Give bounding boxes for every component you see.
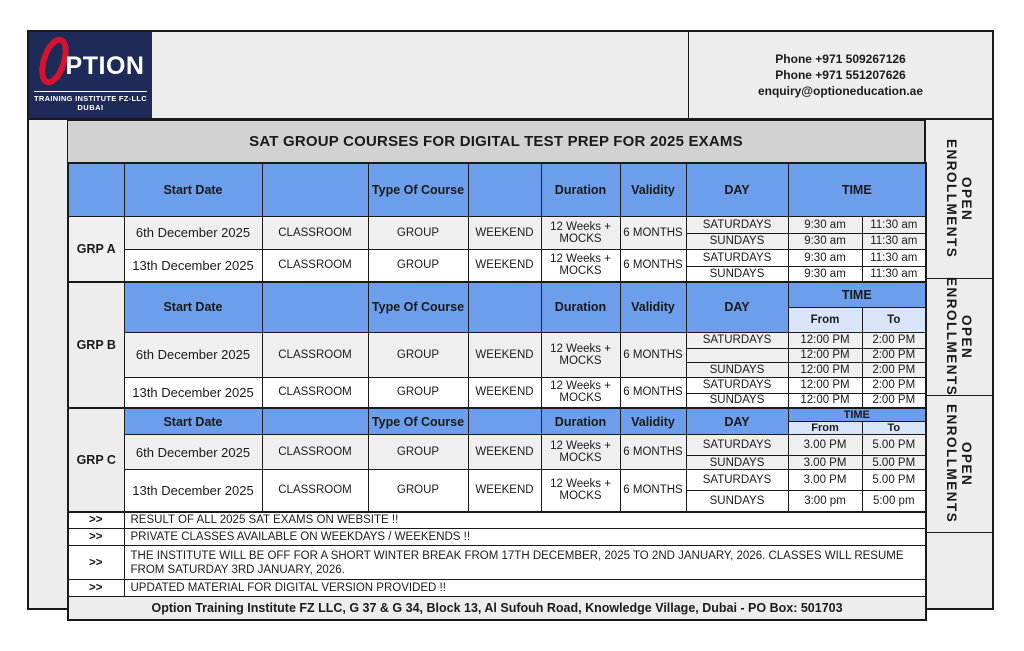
note-text: PRIVATE CLASSES AVAILABLE ON WEEKDAYS / WEEKENDS !! xyxy=(124,529,926,546)
col-from: From xyxy=(788,307,862,332)
time-to-cell: 2:00 PM xyxy=(862,377,926,393)
time-from-cell: 9:30 am xyxy=(788,233,862,249)
time-to-cell: 11:30 am xyxy=(862,233,926,249)
col-day: DAY xyxy=(686,282,788,332)
col-validity: Validity xyxy=(620,408,686,435)
contact-info xyxy=(688,32,992,118)
time-to-cell: 2:00 PM xyxy=(862,362,926,377)
note-text: UPDATED MATERIAL FOR DIGITAL VERSION PROVIDED !! xyxy=(124,580,926,597)
group-label: GRP C xyxy=(68,408,124,512)
col-duration: Duration xyxy=(541,282,620,332)
table-row xyxy=(68,377,926,393)
mode-cell: CLASSROOM xyxy=(262,249,368,282)
header-spacer xyxy=(262,408,368,435)
duration-cell: 12 Weeks + MOCKS xyxy=(541,377,620,408)
day-cell xyxy=(686,348,788,362)
time-to-cell: 11:30 am xyxy=(862,249,926,266)
note-row xyxy=(68,512,926,529)
validity-cell: 6 MONTHS xyxy=(620,216,686,249)
validity-cell: 6 MONTHS xyxy=(620,377,686,408)
header-spacer xyxy=(468,163,541,216)
col-validity: Validity xyxy=(620,282,686,332)
start-date-cell: 6th December 2025 xyxy=(124,332,262,377)
brand-city: DUBAI xyxy=(77,102,104,112)
schedule-cell: WEEKEND xyxy=(468,435,541,470)
time-from-cell: 12:00 PM xyxy=(788,377,862,393)
time-from-cell: 12:00 PM xyxy=(788,332,862,348)
col-type-of-course: Type Of Course xyxy=(368,408,468,435)
note-row xyxy=(68,580,926,597)
note-bullet: >> xyxy=(68,580,124,597)
table-row xyxy=(68,435,926,456)
day-cell: SATURDAYS xyxy=(686,377,788,393)
schedule-cell: WEEKEND xyxy=(468,332,541,377)
course-type-cell: GROUP xyxy=(368,249,468,282)
col-start-date: Start Date xyxy=(124,163,262,216)
time-from-cell: 3.00 PM xyxy=(788,470,862,491)
col-day: DAY xyxy=(686,408,788,435)
start-date-cell: 13th December 2025 xyxy=(124,377,262,408)
col-time: TIME xyxy=(788,163,926,216)
validity-cell: 6 MONTHS xyxy=(620,332,686,377)
group-label: GRP A xyxy=(68,216,124,282)
mode-cell: CLASSROOM xyxy=(262,332,368,377)
brand-name: PTION xyxy=(65,52,145,80)
grp-b-header-row xyxy=(68,282,926,307)
header-spacer xyxy=(68,163,124,216)
time-to-cell: 11:30 am xyxy=(862,216,926,233)
footer-row xyxy=(68,597,926,620)
time-from-cell: 3.00 PM xyxy=(788,456,862,470)
start-date-cell: 13th December 2025 xyxy=(124,249,262,282)
header-band xyxy=(29,32,992,120)
enrollments-spacer xyxy=(926,533,992,621)
note-row xyxy=(68,546,926,580)
col-duration: Duration xyxy=(541,163,620,216)
brand-subtitle: TRAINING INSTITUTE FZ-LLC xyxy=(34,91,147,103)
time-to-cell: 2:00 PM xyxy=(862,393,926,408)
duration-cell: 12 Weeks + MOCKS xyxy=(541,332,620,377)
mode-cell: CLASSROOM xyxy=(262,435,368,470)
col-to: To xyxy=(862,422,926,435)
time-to-cell: 5:00 pm xyxy=(862,491,926,512)
col-from: From xyxy=(788,422,862,435)
course-type-cell: GROUP xyxy=(368,435,468,470)
enrollments-open-badge: ENROLLMENTS OPEN xyxy=(926,279,992,396)
enrollments-column xyxy=(925,120,992,621)
col-start-date: Start Date xyxy=(124,282,262,332)
day-cell: SATURDAYS xyxy=(686,216,788,233)
day-cell: SUNDAYS xyxy=(686,362,788,377)
time-to-cell: 5.00 PM xyxy=(862,456,926,470)
time-from-cell: 12:00 PM xyxy=(788,362,862,377)
col-duration: Duration xyxy=(541,408,620,435)
validity-cell: 6 MONTHS xyxy=(620,470,686,512)
table-row xyxy=(68,249,926,266)
start-date-cell: 6th December 2025 xyxy=(124,216,262,249)
col-start-date: Start Date xyxy=(124,408,262,435)
duration-cell: 12 Weeks + MOCKS xyxy=(541,470,620,512)
col-validity: Validity xyxy=(620,163,686,216)
logo xyxy=(29,32,152,118)
contact-phone-2: Phone +971 551207626 xyxy=(775,68,906,82)
schedule-cell: WEEKEND xyxy=(468,216,541,249)
course-table xyxy=(67,162,927,621)
start-date-cell: 13th December 2025 xyxy=(124,470,262,512)
day-cell: SATURDAYS xyxy=(686,332,788,348)
note-text: RESULT OF ALL 2025 SAT EXAMS ON WEBSITE !! xyxy=(124,512,926,529)
col-type-of-course: Type Of Course xyxy=(368,282,468,332)
duration-cell: 12 Weeks + MOCKS xyxy=(541,249,620,282)
col-time: TIME xyxy=(788,408,926,422)
time-from-cell: 9:30 am xyxy=(788,216,862,233)
contact-phone-1: Phone +971 509267126 xyxy=(775,52,906,66)
table-row xyxy=(68,216,926,233)
col-day: DAY xyxy=(686,163,788,216)
course-type-cell: GROUP xyxy=(368,470,468,512)
time-to-cell: 5.00 PM xyxy=(862,470,926,491)
grp-a-header-row xyxy=(68,163,926,216)
duration-cell: 12 Weeks + MOCKS xyxy=(541,435,620,470)
time-from-cell: 3.00 PM xyxy=(788,435,862,456)
header-spacer xyxy=(468,408,541,435)
day-cell: SUNDAYS xyxy=(686,393,788,408)
enrollments-open-badge: ENROLLMENTS OPEN xyxy=(926,396,992,533)
validity-cell: 6 MONTHS xyxy=(620,249,686,282)
course-type-cell: GROUP xyxy=(368,332,468,377)
left-margin xyxy=(29,120,67,621)
start-date-cell: 6th December 2025 xyxy=(124,435,262,470)
note-row xyxy=(68,529,926,546)
note-text: THE INSTITUTE WILL BE OFF FOR A SHORT WINTER BREAK FROM 17TH DECEMBER, 2025 TO 2ND JANUARY, 2026. CLASSES WILL RESUME FROM SATURDAY 3RD JANUARY, 2026. xyxy=(124,546,926,580)
day-cell: SATURDAYS xyxy=(686,470,788,491)
time-to-cell: 11:30 am xyxy=(862,266,926,282)
header-spacer xyxy=(262,282,368,332)
time-to-cell: 2:00 PM xyxy=(862,332,926,348)
time-from-cell: 12:00 PM xyxy=(788,393,862,408)
schedule-cell: WEEKEND xyxy=(468,249,541,282)
day-cell: SUNDAYS xyxy=(686,491,788,512)
schedule-cell: WEEKEND xyxy=(468,470,541,512)
course-type-cell: GROUP xyxy=(368,377,468,408)
day-cell: SATURDAYS xyxy=(686,249,788,266)
validity-cell: 6 MONTHS xyxy=(620,435,686,470)
col-type-of-course: Type Of Course xyxy=(368,163,468,216)
day-cell: SUNDAYS xyxy=(686,456,788,470)
note-bullet: >> xyxy=(68,546,124,580)
flyer xyxy=(27,30,994,615)
header-spacer xyxy=(262,163,368,216)
mode-cell: CLASSROOM xyxy=(262,470,368,512)
time-to-cell: 5.00 PM xyxy=(862,435,926,456)
day-cell: SUNDAYS xyxy=(686,266,788,282)
contact-email: enquiry@optioneducation.ae xyxy=(757,84,924,98)
table-row xyxy=(68,470,926,491)
group-label: GRP B xyxy=(68,282,124,408)
time-from-cell: 9:30 am xyxy=(788,266,862,282)
mode-cell: CLASSROOM xyxy=(262,216,368,249)
enrollments-open-badge: ENROLLMENTS OPEN xyxy=(926,120,992,279)
col-time: TIME xyxy=(788,282,926,307)
schedule-cell: WEEKEND xyxy=(468,377,541,408)
footer-address: Option Training Institute FZ LLC, G 37 & G 34, Block 13, Al Sufouh Road, Knowledge Village, Dubai - PO Box: 501703 xyxy=(68,597,926,620)
time-from-cell: 12:00 PM xyxy=(788,348,862,362)
course-type-cell: GROUP xyxy=(368,216,468,249)
time-from-cell: 3:00 pm xyxy=(788,491,862,512)
col-to: To xyxy=(862,307,926,332)
grp-c-header-row xyxy=(68,408,926,422)
note-bullet: >> xyxy=(68,529,124,546)
day-cell: SATURDAYS xyxy=(686,435,788,456)
table-row xyxy=(68,332,926,348)
time-to-cell: 2:00 PM xyxy=(862,348,926,362)
page-title: SAT GROUP COURSES FOR DIGITAL TEST PREP FOR 2025 EXAMS xyxy=(67,120,925,162)
header-spacer xyxy=(468,282,541,332)
duration-cell: 12 Weeks + MOCKS xyxy=(541,216,620,249)
note-bullet: >> xyxy=(68,512,124,529)
day-cell: SUNDAYS xyxy=(686,233,788,249)
time-from-cell: 9:30 am xyxy=(788,249,862,266)
mode-cell: CLASSROOM xyxy=(262,377,368,408)
